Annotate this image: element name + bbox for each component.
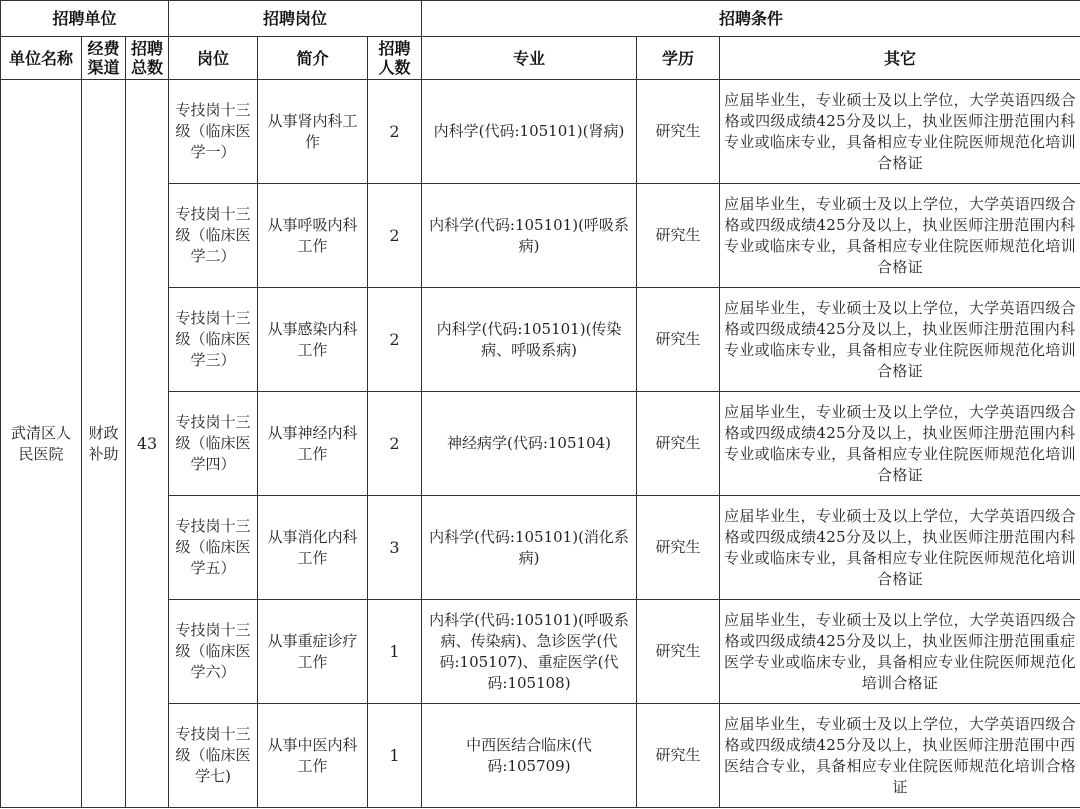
count-cell: 2 — [368, 80, 422, 184]
header-group-unit: 招聘单位 — [1, 1, 169, 37]
major-cell: 内科学(代码:105101)(呼吸系病、传染病)、急诊医学(代码:105107)、重症医学(代码:105108) — [422, 600, 637, 704]
post-cell: 专技岗十三级（临床医学二） — [169, 184, 258, 288]
count-cell: 3 — [368, 496, 422, 600]
major-cell: 内科学(代码:105101)(消化系病) — [422, 496, 637, 600]
header-count: 招聘 人数 — [368, 37, 422, 80]
education-cell: 研究生 — [637, 288, 720, 392]
intro-cell: 从事中医内科工作 — [258, 704, 368, 808]
other-cell: 应届毕业生，专业硕士及以上学位，大学英语四级合格或四级成绩425分及以上，执业医师注册范围内科专业或临床专业，具备相应专业住院医师规范化培训合格证 — [720, 288, 1080, 392]
count-cell: 2 — [368, 288, 422, 392]
other-cell: 应届毕业生，专业硕士及以上学位，大学英语四级合格或四级成绩425分及以上，执业医师注册范围内科专业或临床专业，具备相应专业住院医师规范化培训合格证 — [720, 392, 1080, 496]
other-cell: 应届毕业生，专业硕士及以上学位，大学英语四级合格或四级成绩425分及以上，执业医师注册范围内科专业或临床专业，具备相应专业住院医师规范化培训合格证 — [720, 496, 1080, 600]
total-cell: 43 — [126, 80, 169, 808]
funding-cell: 财政补助 — [82, 80, 126, 808]
post-cell: 专技岗十三级（临床医学一） — [169, 80, 258, 184]
post-cell: 专技岗十三级（临床医学四） — [169, 392, 258, 496]
education-cell: 研究生 — [637, 704, 720, 808]
header-group-conditions: 招聘条件 — [422, 1, 1080, 37]
post-cell: 专技岗十三级（临床医学三） — [169, 288, 258, 392]
intro-cell: 从事呼吸内科工作 — [258, 184, 368, 288]
count-cell: 1 — [368, 600, 422, 704]
other-cell: 应届毕业生，专业硕士及以上学位，大学英语四级合格或四级成绩425分及以上，执业医师注册范围重症医学专业或临床专业，具备相应专业住院医师规范化培训合格证 — [720, 600, 1080, 704]
major-cell: 神经病学(代码:105104) — [422, 392, 637, 496]
post-cell: 专技岗十三级（临床医学七) — [169, 704, 258, 808]
other-cell: 应届毕业生，专业硕士及以上学位，大学英语四级合格或四级成绩425分及以上，执业医师注册范围内科专业或临床专业，具备相应专业住院医师规范化培训合格证 — [720, 184, 1080, 288]
education-cell: 研究生 — [637, 600, 720, 704]
intro-cell: 从事肾内科工作 — [258, 80, 368, 184]
header-funding: 经费 渠道 — [82, 37, 126, 80]
major-cell: 内科学(代码:105101)(肾病) — [422, 80, 637, 184]
intro-cell: 从事消化内科工作 — [258, 496, 368, 600]
post-cell: 专技岗十三级（临床医学六） — [169, 600, 258, 704]
header-major: 专业 — [422, 37, 637, 80]
header-other: 其它 — [720, 37, 1080, 80]
table-row — [1, 80, 1080, 184]
header-group-post: 招聘岗位 — [169, 1, 422, 37]
major-cell: 内科学(代码:105101)(传染病、呼吸系病) — [422, 288, 637, 392]
header-intro: 简介 — [258, 37, 368, 80]
major-cell: 内科学(代码:105101)(呼吸系病) — [422, 184, 637, 288]
education-cell: 研究生 — [637, 80, 720, 184]
intro-cell: 从事重症诊疗工作 — [258, 600, 368, 704]
other-cell: 应届毕业生，专业硕士及以上学位，大学英语四级合格或四级成绩425分及以上，执业医师注册范围内科专业或临床专业，具备相应专业住院医师规范化培训合格证 — [720, 80, 1080, 184]
unit-name-cell: 武清区人民医院 — [1, 80, 82, 808]
header-education: 学历 — [637, 37, 720, 80]
header-unit-name: 单位名称 — [1, 37, 82, 80]
education-cell: 研究生 — [637, 392, 720, 496]
education-cell: 研究生 — [637, 184, 720, 288]
post-cell: 专技岗十三级（临床医学五） — [169, 496, 258, 600]
header-post: 岗位 — [169, 37, 258, 80]
count-cell: 2 — [368, 184, 422, 288]
intro-cell: 从事神经内科工作 — [258, 392, 368, 496]
other-cell: 应届毕业生，专业硕士及以上学位，大学英语四级合格或四级成绩425分及以上，执业医师注册范围中西医结合专业，具备相应专业住院医师规范化培训合格证 — [720, 704, 1080, 808]
intro-cell: 从事感染内科工作 — [258, 288, 368, 392]
major-cell: 中西医结合临床(代码:105709) — [422, 704, 637, 808]
count-cell: 1 — [368, 704, 422, 808]
count-cell: 2 — [368, 392, 422, 496]
education-cell: 研究生 — [637, 496, 720, 600]
header-total: 招聘 总数 — [126, 37, 169, 80]
